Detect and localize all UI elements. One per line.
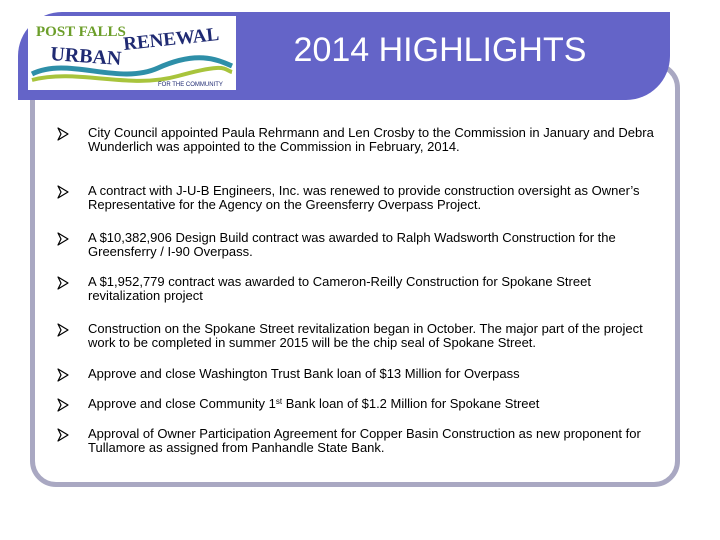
arrow-bullet-icon: [56, 185, 70, 199]
post-falls-urban-renewal-logo: [28, 16, 236, 90]
arrow-bullet-icon: [56, 368, 70, 382]
logo-line1: POST FALLS: [36, 24, 126, 40]
bullet-text: A $1,952,779 contract was awarded to Cameron-Reilly Construction for Spokane Street revitalization project: [88, 274, 591, 303]
arrow-bullet-icon: [56, 127, 70, 141]
arrow-bullet-icon: [56, 232, 70, 246]
arrow-bullet-icon: [56, 276, 70, 290]
bullet-text: Construction on the Spokane Street revitalization began in October. The major part of the project work to be completed in summer 2015 will be the chip seal of Spokane Street.: [88, 321, 643, 350]
ordinal-suffix: st: [275, 397, 283, 406]
bullet-text: Approve and close Washington Trust Bank loan of $13 Million for Overpass: [88, 366, 520, 381]
bullet-text: A $10,382,906 Design Build contract was awarded to Ralph Wadsworth Construction for the Greensferry / I-90 Overpass.: [88, 230, 616, 259]
bullet-text: [88, 397, 658, 411]
logo-word1: URBAN: [49, 43, 123, 70]
bullet-text: City Council appointed Paula Rehrmann and Len Crosby to the Commission in January and Debra Wunderlich was appointed to the Commission in February, 2014.: [88, 125, 654, 154]
bullet-text: A contract with J-U-B Engineers, Inc. was renewed to provide construction oversight as Owner’s Representative for the Agency on the Greensferry Overpass Project.: [88, 183, 640, 212]
arrow-bullet-icon: [56, 398, 70, 412]
bullet-text-part: Approve and close Community 1: [88, 396, 276, 411]
logo-tagline: FOR THE COMMUNITY: [158, 82, 223, 88]
slide-title: 2014 HIGHLIGHTS: [293, 31, 587, 69]
arrow-bullet-icon: [56, 428, 70, 442]
bullet-text-part: Bank loan of $1.2 Million for Spokane Street: [282, 396, 540, 411]
logo-graphic: [28, 16, 236, 90]
arrow-bullet-icon: [56, 323, 70, 337]
logo-word2: RENEWAL: [122, 24, 221, 55]
bullet-text: Approval of Owner Participation Agreement for Copper Basin Construction as new proponent for Tullamore as assigned from Panhandle State Bank.: [88, 426, 641, 455]
